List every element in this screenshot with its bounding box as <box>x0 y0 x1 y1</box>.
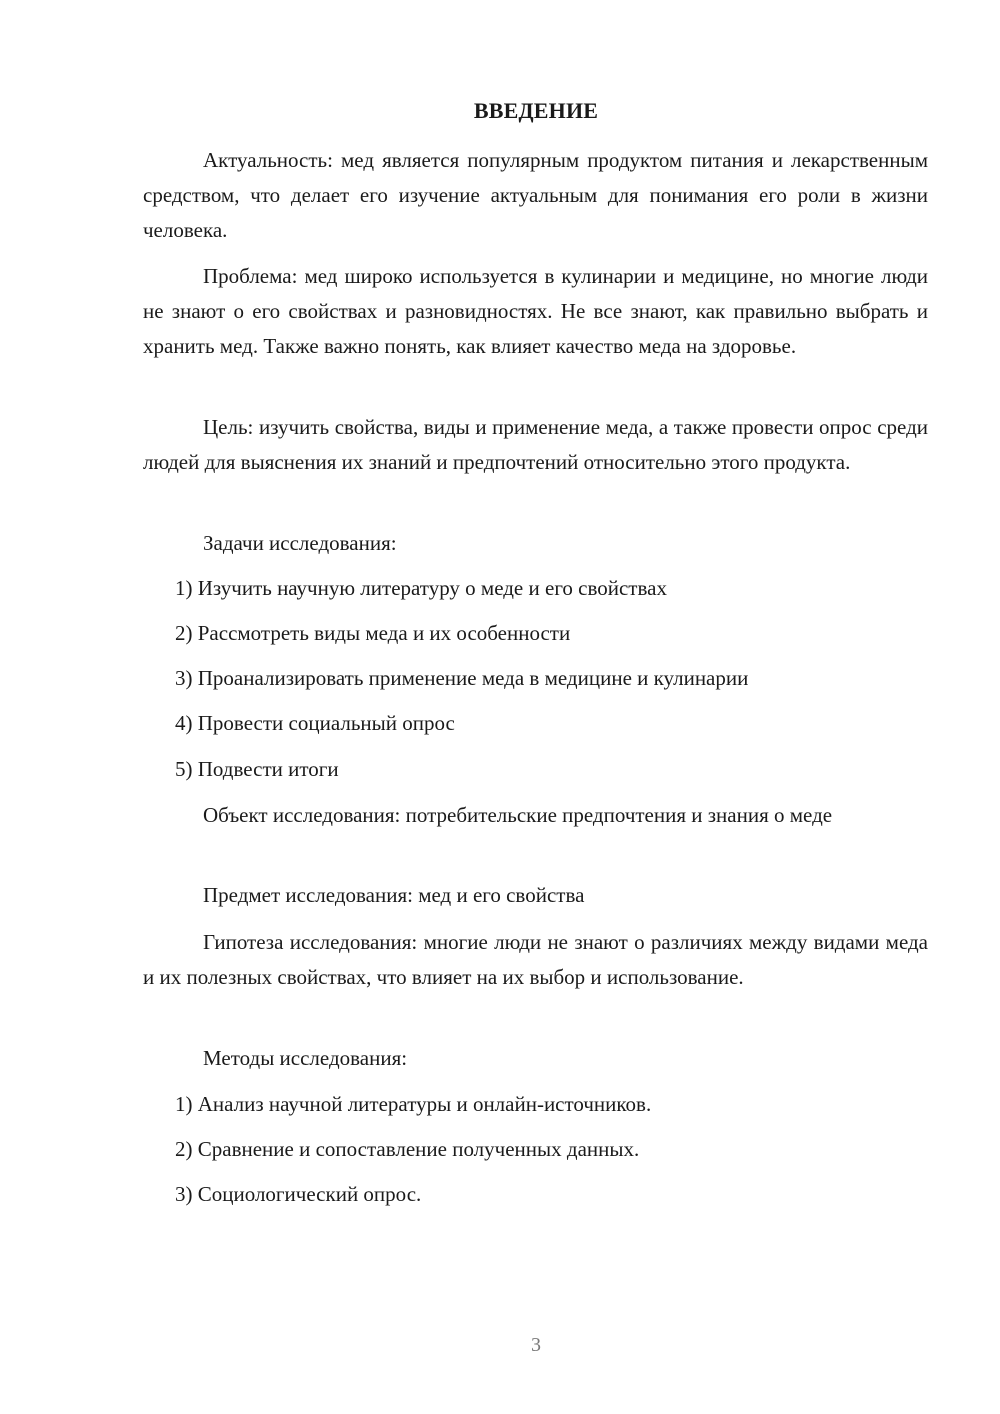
task-item-3: 3) Проанализировать применение меда в медицине и кулинарии <box>175 666 749 690</box>
task-item-5: 5) Подвести итоги <box>175 757 339 781</box>
subject-line: Предмет исследования: мед и его свойства <box>203 883 585 907</box>
page-title: ВВЕДЕНИЕ <box>473 98 599 123</box>
relevance-paragraph: Актуальность: мед является популярным продуктом питания и лекарственным средством, что делает его изучение актуальным для понимания его роли в жизни человека. <box>143 148 928 242</box>
task-item-1: 1) Изучить научную литературу о меде и его свойствах <box>175 576 667 600</box>
page-number: 3 <box>531 1334 541 1356</box>
task-item-4: 4) Провести социальный опрос <box>175 711 455 735</box>
goal-paragraph: Цель: изучить свойства, виды и применение меда, а также провести опрос среди людей для выяснения их знаний и предпочтений относительно этого продукта. <box>143 415 928 474</box>
tasks-heading: Задачи исследования: <box>203 531 397 555</box>
problem-paragraph: Проблема: мед широко используется в кулинарии и медицине, но многие люди не знают о его свойствах и разновидностях. Не все знают, как правильно выбрать и хранить мед. Также важно понять, как влияет качество меда на здоровье. <box>143 264 928 358</box>
task-item-2: 2) Рассмотреть виды меда и их особенности <box>175 621 571 645</box>
object-paragraph: Объект исследования: потребительские предпочтения и знания о меде <box>203 803 833 827</box>
method-item-3: 3) Социологический опрос. <box>175 1182 422 1206</box>
hypothesis-paragraph: Гипотеза исследования: многие люди не знают о различиях между видами меда и их полезных свойствах, что влияет на их выбор и использование. <box>143 930 928 989</box>
method-item-1: 1) Анализ научной литературы и онлайн-источников. <box>175 1092 652 1116</box>
method-item-2: 2) Сравнение и сопоставление полученных данных. <box>175 1137 640 1161</box>
methods-heading: Методы исследования: <box>203 1046 408 1070</box>
